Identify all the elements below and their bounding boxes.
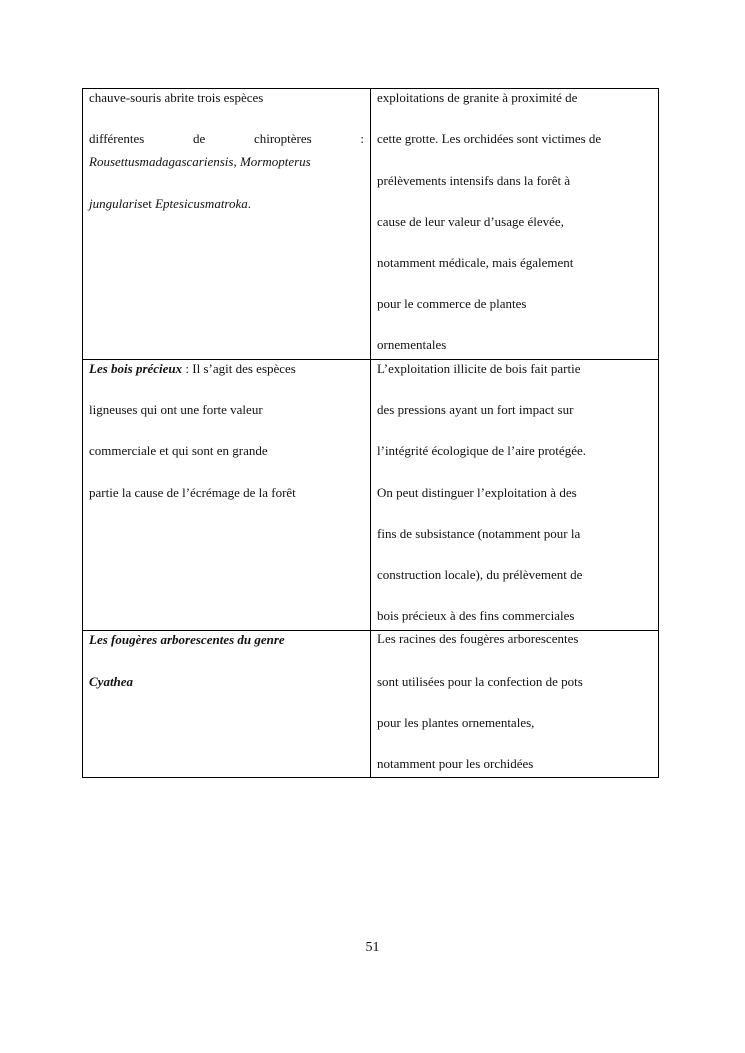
- section-title: Les bois précieux: [89, 361, 183, 376]
- text-line: [89, 154, 364, 169]
- text-line: pour les plantes ornementales,: [377, 715, 535, 730]
- text-line: On peut distinguer l’exploitation à des: [377, 485, 577, 500]
- text-line: L’exploitation illicite de bois fait partie: [377, 361, 581, 376]
- title-continuation: : Il s’agit des espèces: [182, 361, 296, 376]
- text-line: notamment médicale, mais également: [377, 255, 574, 270]
- text-line: [89, 196, 364, 211]
- word: de: [193, 131, 206, 146]
- text-line: partie la cause de l’écrémage de la forêt: [89, 485, 296, 500]
- text-line: ornementales: [377, 337, 447, 352]
- text-line-justified: [89, 131, 364, 146]
- text-line: bois précieux à des fins commerciales: [377, 608, 575, 623]
- text-line: exploitations de granite à proximité de: [377, 90, 578, 105]
- text-line: construction locale), du prélèvement de: [377, 567, 583, 582]
- table-cell-species: [83, 631, 371, 778]
- conjunction: et: [142, 196, 156, 211]
- species-name: jungularis: [89, 196, 143, 211]
- section-title: Les fougères arborescentes du genre: [89, 632, 285, 647]
- text-line: cette grotte. Les orchidées sont victimes de: [377, 131, 602, 146]
- table-row: [83, 360, 659, 631]
- table-cell-species: [83, 360, 371, 631]
- section-title: Cyathea: [89, 674, 134, 689]
- text-line: Les racines des fougères arborescentes: [377, 631, 579, 646]
- page-number: 51: [365, 940, 380, 955]
- text-line: l’intégrité écologique de l’aire protégée.: [377, 443, 586, 458]
- species-name: Eptesicusmatroka: [155, 196, 248, 211]
- text-line: cause de leur valeur d’usage élevée,: [377, 214, 564, 229]
- word: chiroptères: [253, 131, 312, 146]
- text-line: fins de subsistance (notamment pour la: [377, 526, 581, 541]
- word: :: [360, 131, 364, 146]
- table-cell-threat: [371, 360, 659, 631]
- text-line: ligneuses qui ont une forte valeur: [89, 402, 263, 417]
- species-table: [82, 88, 659, 778]
- word: différentes: [89, 131, 145, 146]
- species-name: Mormopterus: [239, 154, 311, 169]
- table-row: [83, 89, 659, 360]
- text-line: notamment pour les orchidées: [377, 756, 534, 771]
- table-cell-threat: [371, 631, 659, 778]
- text-line: prélèvements intensifs dans la forêt à: [377, 173, 571, 188]
- text-line: pour le commerce de plantes: [377, 296, 527, 311]
- species-name: Rousettusmadagascariensis: [89, 154, 234, 169]
- table-cell-species: [83, 89, 371, 360]
- table-row: [83, 631, 659, 778]
- text-line: des pressions ayant un fort impact sur: [377, 402, 574, 417]
- text-line: chauve-souris abrite trois espèces: [89, 90, 264, 105]
- punctuation: .: [247, 196, 252, 211]
- text-line: [89, 361, 364, 376]
- text-line: sont utilisées pour la confection de pots: [377, 674, 583, 689]
- separator: ,: [233, 154, 240, 169]
- table-cell-threat: [371, 89, 659, 360]
- text-line: commerciale et qui sont en grande: [89, 443, 268, 458]
